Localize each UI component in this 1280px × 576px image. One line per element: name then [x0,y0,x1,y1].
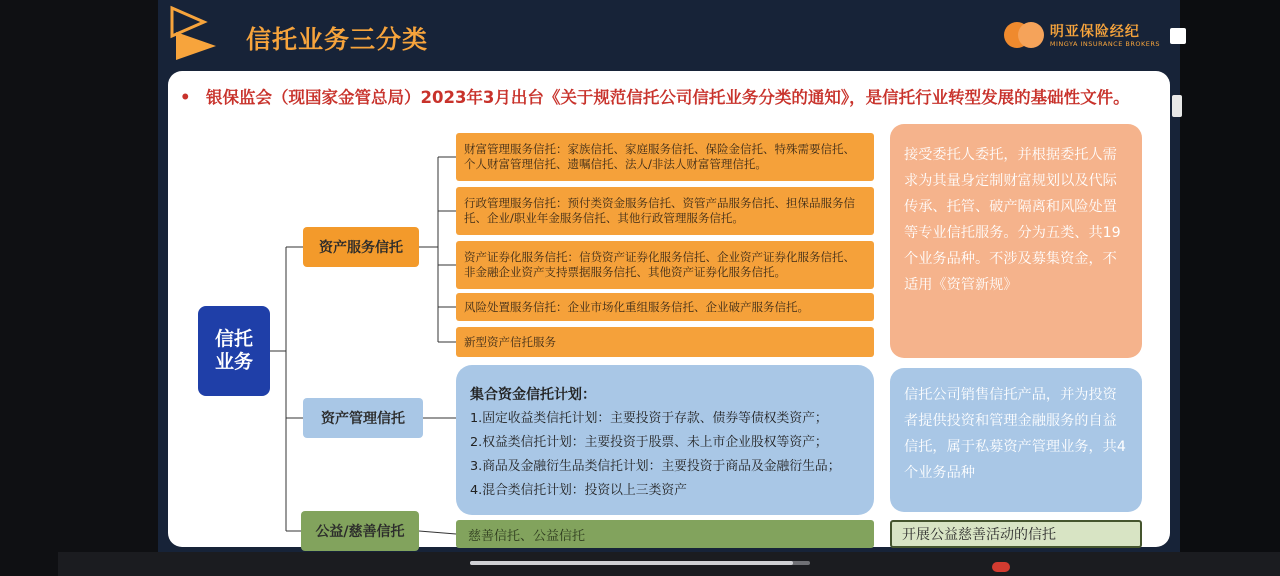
slide-screen [158,0,1180,552]
leaf-charity: 慈善信托、公益信托 [456,520,874,548]
bullet-dot: • [180,88,191,107]
brand-logo [1004,22,1160,50]
brand-name-en: MINGYA INSURANCE BROKERS [1049,39,1160,48]
leaf-administrative-service: 行政管理服务信托：预付类资金服务信托、资管产品服务信托、担保品服务信托、企业/职业年金服务信托、其他行政管理服务信托。 [456,187,874,235]
category-charity: 公益/慈善信托 [301,511,419,551]
plan-item: 2.权益类信托计划：主要投资于股票、未上市企业股权等资产； [470,435,828,450]
plan-item: 3.商品及金融衍生品类信托计划：主要投资于商品及金融衍生品； [470,459,841,474]
plan-item: 4.混合类信托计划：投资以上三类资产 [470,483,687,498]
root-label: 信托业务 [214,328,253,373]
window-control-icon[interactable] [1170,28,1186,44]
progress-fill [470,561,793,565]
end-call-button[interactable] [992,562,1010,572]
leaf-new-asset-trust: 新型资产信托服务 [456,327,874,357]
category-asset-service: 资产服务信托 [303,227,419,267]
leaf-securitization: 资产证券化服务信托：信贷资产证券化服务信托、企业资产证券化服务信托、非金融企业资产支持票据服务信托、其他资产证券化服务信托。 [456,241,874,289]
desc-charity: 开展公益慈善活动的信托 [890,520,1142,548]
plan-item: 1.固定收益类信托计划：主要投资于存款、债券等债权类资产； [470,411,828,426]
leaf-risk-disposal: 风险处置服务信托：企业市场化重组服务信托、企业破产服务信托。 [456,293,874,321]
right-dark-edge [1180,0,1280,552]
arrow-logo-icon [168,4,228,64]
side-handle-icon[interactable] [1172,95,1182,117]
plan-title: 集合资金信托计划： [470,387,596,403]
desc-asset-management: 信托公司销售信托产品，并为投资者提供投资和管理金融服务的自益信托，属于私募资产管理业务，共4个业务品种 [890,368,1142,512]
root-node-trust-business [198,306,270,396]
content-panel [168,71,1170,547]
brand-circles-icon [1004,22,1044,50]
intro-text: 银保监会（现国家金管总局）2023年3月出台《关于规范信托公司信托业务分类的通知》，是信托行业转型发展的基础性文件。 [206,88,1130,107]
collective-fund-plan-box [456,365,874,515]
slide-title: 信托业务三分类 [246,25,429,54]
brand-name-cn: 明亚保险经纪 [1049,23,1140,40]
leaf-wealth-management: 财富管理服务信托：家族信托、家庭服务信托、保险金信托、特殊需要信托、个人财富管理信托、遗嘱信托、法人/非法人财富管理信托。 [456,133,874,181]
desc-asset-service: 接受委托人委托，并根据委托人需求为其量身定制财富规划以及代际传承、托管、破产隔离和风险处置等专业信托服务。分为五类、共19个业务品种。不涉及募集资金，不适用《资管新规》 [890,124,1142,358]
playback-progress-bar[interactable] [470,561,810,565]
category-asset-management: 资产管理信托 [303,398,423,438]
